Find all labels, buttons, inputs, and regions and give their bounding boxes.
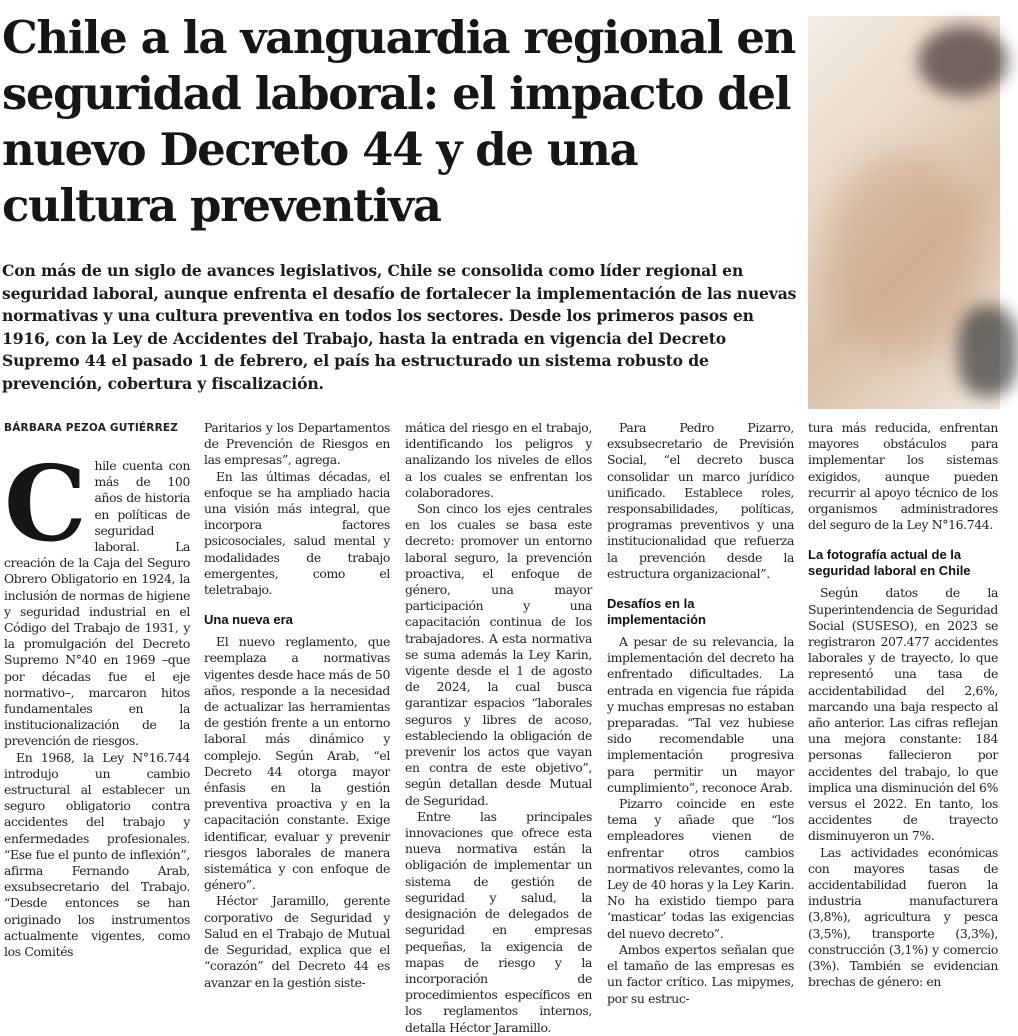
paragraph: tura más reducida, enfrentan mayores obstáculos para implementar los sistemas exigidos, aunque pueden recurrir al apoyo técnico de los organismos administradores del seguro de la Ley N°16.744. [808, 420, 998, 533]
paragraph: Las actividades económicas con mayores tasas de accidentabilidad fueron la industria manufacturera (3,8%), agricultura y pesca (3,5%), transporte (3,3%), construcción (3,1%) y comercio (3%). También se evidencian brechas de género: en [808, 844, 998, 990]
paragraph: El nuevo reglamento, que reemplaza a normativas vigentes desde hace más de 50 años, responde a la necesidad de actualizar las herramientas de gestión frente a un entorno laboral más dinámico y complejo. Según Arab, “el Decreto 44 otorga mayor énfasis en la gestión preventiva proactiva y en la capacitación constante. Exige identificar, evaluar y prevenir riesgos laborales de manera sistemática y con enfoque de género”. [204, 634, 390, 893]
article-headline: Chile a la vanguardia regional en seguridad laboral: el impacto del nuevo Decreto 44 y de una cultura preventiva [2, 11, 795, 232]
column-1 [4, 420, 190, 960]
paragraph: Según datos de la Superintendencia de Seguridad Social (SUSESO), en 2023 se registraron 207.477 accidentes laborales y de trayecto, lo que representó una tasa de accidentabilidad del 2,6%, marcando una baja respecto al año anterior. Las cifras reflejan una mejora constante: 184 personas fallecieron por accidentes del trabajo, lo que implica una disminución del 6% versus el 2022. En tanto, los accidentes de trayecto disminuyeron un 7%. [808, 585, 998, 844]
column-4 [607, 420, 794, 1006]
paragraph: Ambos expertos señalan que el tamaño de las empresas es un factor crítico. Las mipymes, por su estruc- [607, 941, 794, 1006]
paragraph: Son cinco los ejes centrales en los cuales se basa este decreto: promover un entorno laboral seguro, la prevención proactiva, el enfoque de género, una mayor participación y una capacitación continua de los trabajadores. A esta normativa se suma además la Ley Karin, vigente desde el 1 de agosto de 2024, la cual busca garantizar espacios “laborales seguros y libres de acoso, estableciendo la obligación de prevenir los actos que vayan en contra de este objetivo”, según detallan desde Mutual de Seguridad. [405, 501, 592, 808]
section-heading: La fotografía actual de la seguridad laboral en Chile [808, 547, 971, 579]
photo-shape-object [958, 306, 1018, 396]
paragraph: Paritarios y los Departamentos de Prevención de Riesgos en las empresas”, agrega. [204, 420, 390, 468]
paragraph: Entre las principales innovaciones que ofrece esta nueva normativa están la obligación de implementar un sistema de gestión de seguridad y salud, la designación de delegados de seguridad en empresas pequeñas, la exigencia de mapas de riesgo y la incorporación de procedimientos específicos en los reglamentos internos, detalla Héctor Jaramillo. [405, 808, 592, 1035]
article-lede: Con más de un siglo de avances legislativos, Chile se consolida como líder regional en seguridad laboral, aunque enfrenta el desafío de fortalecer la implementación de las nuevas normativas y una cultura preventiva en todos los sectores. Desde los primeros pasos en 1916, con la Ley de Accidentes del Trabajo, hasta la entrada en vigencia del Decreto Supremo 44 el pasado 1 de febrero, el país ha estructurado un sistema robusto de prevención, cobertura y fiscalización. [2, 261, 797, 393]
paragraph: En las últimas décadas, el enfoque se ha ampliado hacia una visión más integral, que incorpora factores psicosociales, salud mental y modalidades de trabajo emergentes, como el teletrabajo. [204, 468, 390, 598]
paragraph: mática del riesgo en el trabajo, identificando los peligros y analizando los niveles de ellos a los cuales se enfrentan los colaboradores. [405, 420, 592, 500]
section-heading: Desafíos en la implementación [607, 596, 706, 628]
photo-shape-skin [828, 156, 978, 356]
paragraph: A pesar de su relevancia, la implementación del decreto ha enfrentado dificultades. La entrada en vigencia fue rápida y muchas empresas no estaban preparadas. “Tal vez hubiese sido recomendable una implementación progresiva para permitir un mayor cumplimiento”, reconoce Arab. [607, 634, 794, 795]
column-2 [204, 420, 390, 990]
article-byline: BÁRBARA PEZOA GUTIÉRREZ [4, 422, 179, 434]
section-heading: Una nueva era [204, 612, 293, 628]
column-3 [405, 420, 592, 1035]
drop-cap: C [4, 442, 87, 565]
article-photo [808, 16, 1000, 409]
paragraph: Héctor Jaramillo, gerente corporativo de Seguridad y Salud en el Trabajo de Mutual de Seguridad, explica que el “corazón” del Decreto 44 es avanzar en la gestión siste- [204, 893, 390, 990]
paragraph: Para Pedro Pizarro, exsubsecretario de Previsión Social, “el decreto busca consolidar un marco jurídico unificado. Establece roles, responsabilidades, políticas, programas preventivos y una institucionalidad que refuerza la prevención desde la estructura organizacional”. [607, 420, 794, 581]
paragraph: Pizarro coincide en este tema y añade que “los empleadores vienen de enfrentar otros cambios normativos relevantes, como la Ley de 40 horas y la Ley Karin. No ha existido tiempo para ‘masticar’ todas las exigencias del nuevo decreto”. [607, 796, 794, 941]
paragraph: En 1968, la Ley N°16.744 introdujo un cambio estructural al establecer un seguro obligatorio contra accidentes del trabajo y enfermedades profesionales. “Ese fue el punto de inflexión”, afirma Fernando Arab, exsubsecretario del Trabajo. “Desde entonces se han originado los instrumentos actualmente vigentes, como los Comités [4, 749, 190, 960]
column-5 [808, 420, 998, 990]
paragraph: hile cuenta con más de 100 años de historia en políticas de seguridad laboral. La creación de la Caja del Seguro Obrero Obligatorio en 1924, la inclusión de normas de higiene y seguridad industrial en el Código del Trabajo de 1931, y la promulgación del Decreto Supremo N°40 en 1969 –que por décadas fue el eje normativo–, marcaron hitos fundamentales en la institucionalización de la prevención de riesgos. [4, 458, 190, 749]
photo-shape-dark [918, 26, 1008, 96]
